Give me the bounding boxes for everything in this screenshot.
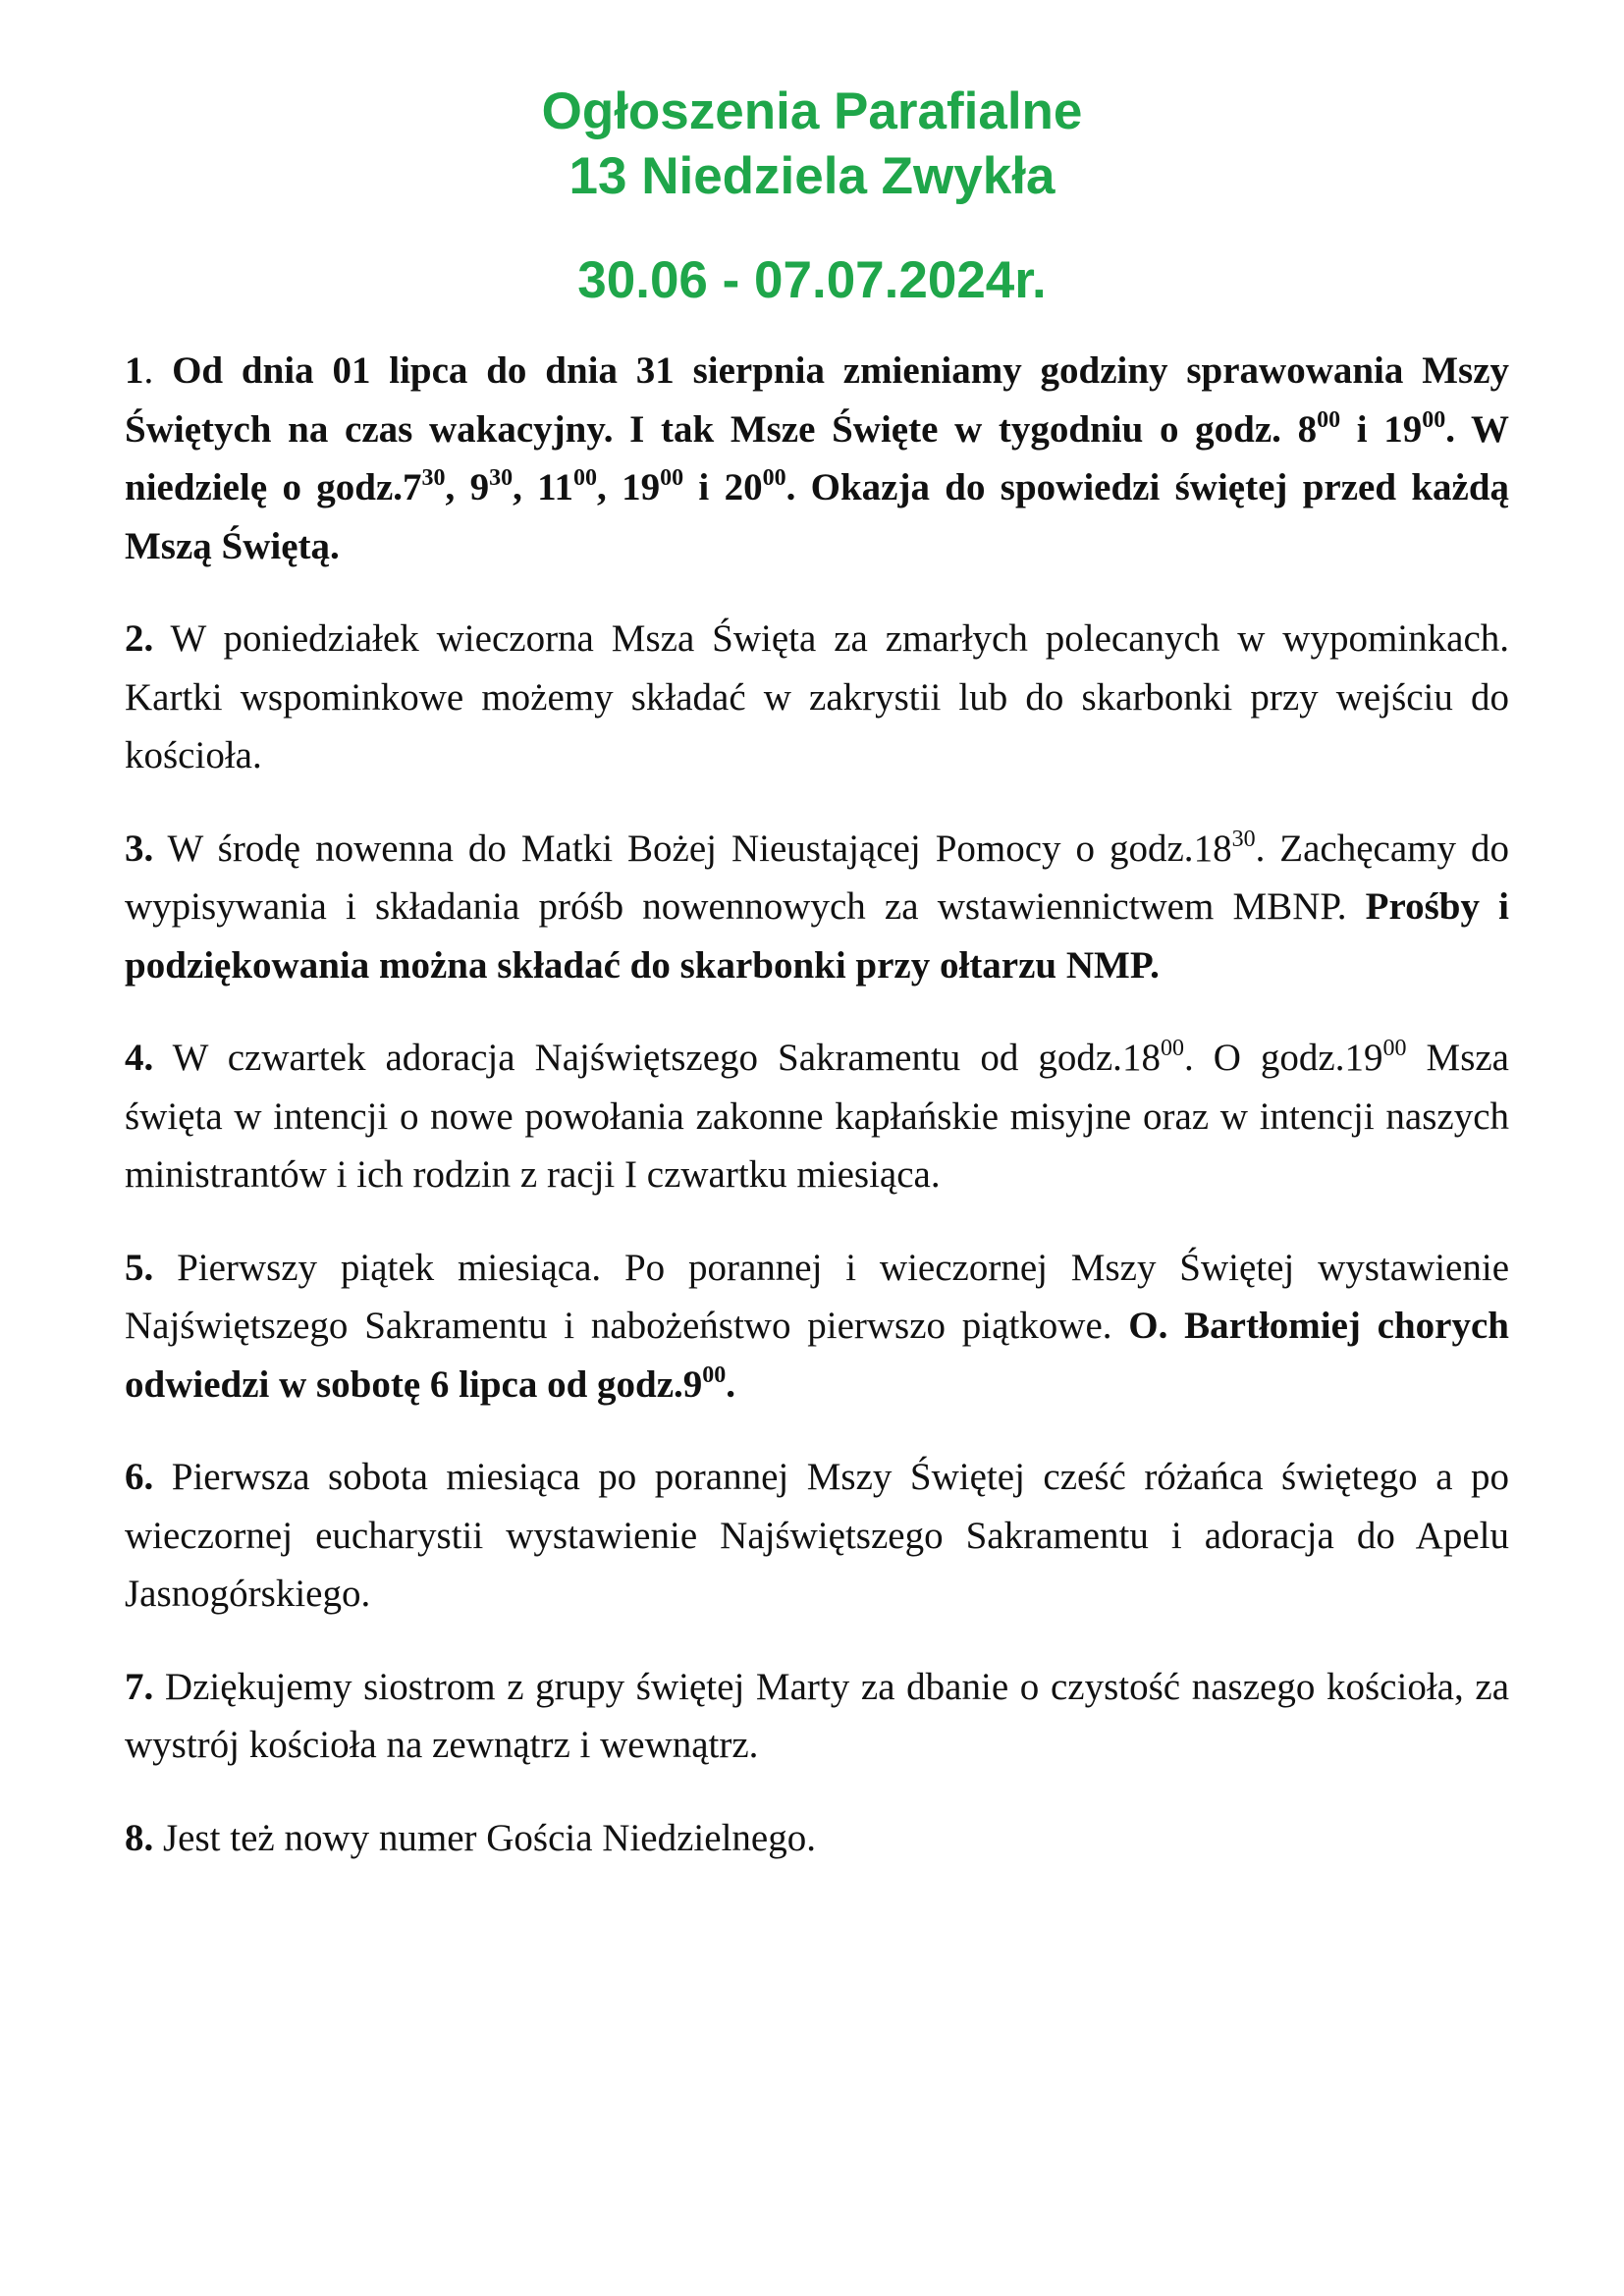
announcement-6 [125, 1448, 1509, 1624]
announcement-number: 7. [125, 1665, 154, 1708]
announcement-number: 2. [125, 617, 154, 660]
announcement-number: 5. [125, 1246, 154, 1289]
announcement-4 [125, 1029, 1509, 1204]
announcement-1: 1. Od dnia 01 lipca do dnia 31 sierpnia zmieniamy godziny sprawowania Mszy Świętych na czas wakacyjny. I tak Msze Święte w tygodniu o godz. $8^{00}$ i $19^{00}$. W niedzielę o $godz.7^{30}$, $9^{30}$, $11^{00}$, $19^{00}$ i $20^{00}$. Okazja do spowiedzi świętej przed każdą Mszą Świętą. [125, 349, 1510, 567]
announcement-text: Dziękujemy siostrom z grupy świętej Marty za dbanie o czystość naszego kościoła, za wystrój kościoła na zewnątrz i wewnątrz. [125, 1665, 1510, 1766]
announcement-number: 6. [125, 1456, 154, 1498]
announcement-8 [125, 1809, 1509, 1868]
announcement-text: W środę nowenna do Matki Bożej Nieustającej Pomocy o $godz.18^{30}$. Zachęcamy do wypisywania i składania próśb nowennowych za wstawiennictwem MBNP. Prośby i podziękowania można składać do skarbonki przy ołtarzu NMP. [125, 826, 1509, 987]
announcement-number: 4. [125, 1037, 154, 1079]
announcement-number: 8. [125, 1816, 154, 1859]
announcement-5 [125, 1239, 1509, 1415]
announcement-number: 3. [125, 827, 154, 870]
announcement-text: Od dnia 01 lipca do dnia 31 sierpnia zmieniamy godziny sprawowania Mszy Świętych na czas wakacyjny. I tak Msze Święte w tygodniu o godz. $8^{00}$ i $19^{00}$. W niedzielę o $godz.7^{30}$, $9^{30}$, $11^{00}$, $19^{00}$ i $20^{00}$. Okazja do spowiedzi świętej przed każdą Mszą Świętą. [125, 349, 1510, 567]
announcement-number: 1 [125, 349, 144, 392]
page-subtitle: 13 Niedziela Zwykła [568, 147, 1056, 205]
announcement-3 [125, 820, 1509, 995]
date-range: 30.06 - 07.07.2024r. [577, 251, 1047, 309]
announcements-list [125, 342, 1509, 1867]
announcement-7 [125, 1658, 1509, 1775]
page-title: Ogłoszenia Parafialne [541, 82, 1083, 140]
announcement-text: Pierwszy piątek miesiąca. Po porannej i wieczornej Mszy Świętej wystawienie Najświętszego Sakramentu i nabożeństwo pierwszo piątkowe. O. Bartłomiej chorych odwiedzi w sobotę 6 lipca od $godz.9^{00}$. [125, 1246, 1510, 1406]
announcement-2 [125, 610, 1509, 785]
announcement-text: Pierwsza sobota miesiąca po porannej Mszy Świętej cześć różańca świętego a po wieczornej eucharystii wystawienie Najświętszego Sakramentu i adoracja do Apelu Jasnogórskiego. [125, 1456, 1510, 1615]
announcement-text: W poniedziałek wieczorna Msza Święta za zmarłych polecanych w wypominkach. Kartki wspominkowe możemy składać w zakrystii lub do skarbonki przy wejściu do kościoła. [125, 617, 1510, 776]
announcement-text: W czwartek adoracja Najświętszego Sakramentu od $godz.18^{00}$. O $godz.19^{00}$ Msza święta w intencji o nowe powołania zakonne kapłańskie misyjne oraz w intencji naszych ministrantów i ich rodzin z racji I czwartku miesiąca. [125, 1036, 1509, 1196]
announcement-text: Jest też nowy numer Gościa Niedzielnego. [163, 1816, 816, 1859]
